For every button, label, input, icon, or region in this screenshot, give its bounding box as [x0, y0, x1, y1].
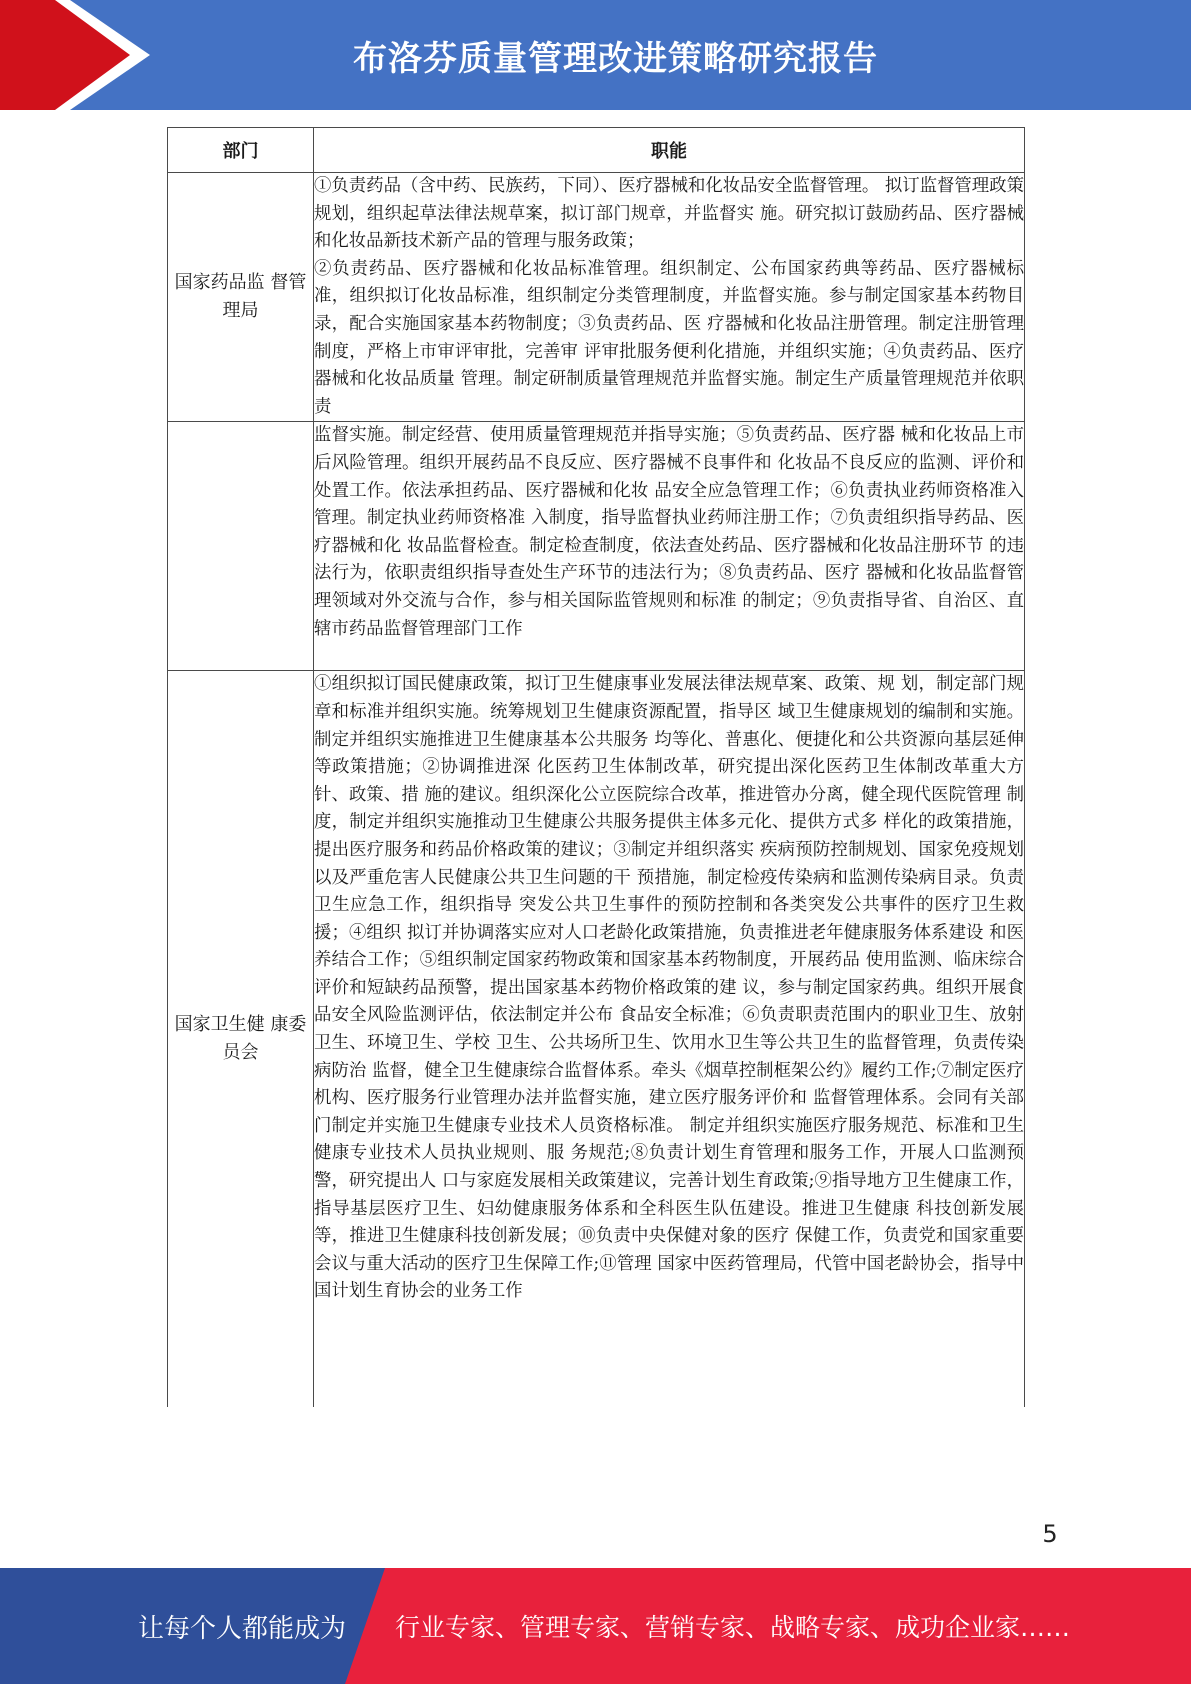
page-header	[0, 0, 1191, 110]
table-row	[168, 671, 1025, 1408]
report-title: 布洛芬质量管理改进策略研究报告	[353, 38, 878, 79]
footer-slogan-right: 行业专家、管理专家、营销专家、战略专家、成功企业家……	[395, 1613, 1071, 1642]
department-cell: 国家药品监 督管理局	[168, 173, 314, 422]
functions-cell	[314, 422, 1025, 671]
function-text: 监督实施。制定经营、使用质量管理规范并指导实施；⑤负责药品、医疗器 械和化妆品上市后风险管理。组织开展药品不良反应、医疗器械不良事件和 化妆品不良反应的监测、评价和处置工作。依法承担药品、医疗器械和化妆 品安全应急管理工作；⑥负责执业药师资格准入管理。制定执业药师资格准 入制度，指导监督执业药师注册工作；⑦负责组织指导药品、医疗器械和化 妆品监督检查。制定检查制度，依法查处药品、医疗器械和化妆品注册环节 的违法行为，依职责组织指导查处生产环节的违法行为；⑧负责药品、医疗 器械和化妆品监督管理领域对外交流与合作，参与相关国际监管规则和标准 的制定；⑨负责指导省、自治区、直辖市药品监督管理部门工作	[314, 425, 1024, 639]
function-text: ①负责药品（含中药、民族药，下同）、医疗器械和化妆品安全监督管理。 拟订监督管理政策规划，组织起草法律法规草案，拟订部门规章，并监督实 施。研究拟订鼓励药品、医疗器械和化妆品新技术新产品的管理与服务政策；	[314, 176, 1024, 252]
column-header-department: 部门	[168, 128, 314, 173]
functions-cell	[314, 671, 1025, 1408]
header-arrow-icon	[0, 0, 150, 110]
page-footer	[0, 1568, 1191, 1684]
function-table	[167, 127, 1025, 1407]
department-cell	[168, 422, 314, 671]
table-row	[168, 173, 1025, 422]
function-text: ①组织拟订国民健康政策，拟订卫生健康事业发展法律法规草案、政策、规 划，制定部门规章和标准并组织实施。统筹规划卫生健康资源配置，指导区 域卫生健康规划的编制和实施。制定并组织实施推进卫生健康基本公共服务 均等化、普惠化、便捷化和公共资源向基层延伸等政策措施；②协调推进深 化医药卫生体制改革，研究提出深化医药卫生体制改革重大方针、政策、措 施的建议。组织深化公立医院综合改革，推进管办分离，健全现代医院管理 制度，制定并组织实施推动卫生健康公共服务提供主体多元化、提供方式多 样化的政策措施，提出医疗服务和药品价格政策的建议；③制定并组织落实 疾病预防控制规划、国家免疫规划以及严重危害人民健康公共卫生问题的干 预措施，制定检疫传染病和监测传染病目录。负责卫生应急工作，组织指导 突发公共卫生事件的预防控制和各类突发公共事件的医疗卫生救援；④组织 拟订并协调落实应对人口老龄化政策措施，负责推进老年健康服务体系建设 和医养结合工作；⑤组织制定国家药物政策和国家基本药物制度，开展药品 使用监测、临床综合评价和短缺药品预警，提出国家基本药物价格政策的建 议，参与制定国家药典。组织开展食品安全风险监测评估，依法制定并公布 食品安全标准；⑥负责职责范围内的职业卫生、放射卫生、环境卫生、学校 卫生、公共场所卫生、饮用水卫生等公共卫生的监督管理，负责传染病防治 监督，健全卫生健康综合监督体系。牵头《烟草控制框架公约》履约工作;⑦制定医疗机构、医疗服务行业管理办法并监督实施，建立医疗服务评价和 监督管理体系。会同有关部门制定并实施卫生健康专业技术人员资格标准。 制定并组织实施医疗服务规范、标准和卫生健康专业技术人员执业规则、服 务规范;⑧负责计划生育管理和服务工作，开展人口监测预警，研究提出人 口与家庭发展相关政策建议，完善计划生育政策;⑨指导地方卫生健康工作， 指导基层医疗卫生、妇幼健康服务体系和全科医生队伍建设。推进卫生健康 科技创新发展等，推进卫生健康科技创新发展；⑩负责中央保健对象的医疗 保健工作，负责党和国家重要会议与重大活动的医疗卫生保障工作;⑪管理 国家中医药管理局，代管中国老龄协会，指导中国计划生育协会的业务工作	[314, 674, 1024, 1302]
footer-slogan-left: 让每个人都能成为	[138, 1613, 347, 1644]
page-number: 5	[1042, 1520, 1058, 1548]
table-header-row	[168, 128, 1025, 173]
column-header-functions: 职能	[314, 128, 1025, 173]
functions-cell	[314, 173, 1025, 422]
table-row	[168, 422, 1025, 671]
department-cell: 国家卫生健 康委员会	[168, 671, 314, 1408]
function-text: ②负责药品、医疗器械和化妆品标准管理。组织制定、公布国家药典等药品、医疗器械标准，组织拟订化妆品标准，组织制定分类管理制度，并监督实施。参与制定国家基本药物目录，配合实施国家基本药物制度；③负责药品、医 疗器械和化妆品注册管理。制定注册管理制度，严格上市审评审批，完善审 评审批服务便利化措施，并组织实施；④负责药品、医疗器械和化妆品质量 管理。制定研制质量管理规范并监督实施。制定生产质量管理规范并依职责	[314, 258, 1024, 417]
